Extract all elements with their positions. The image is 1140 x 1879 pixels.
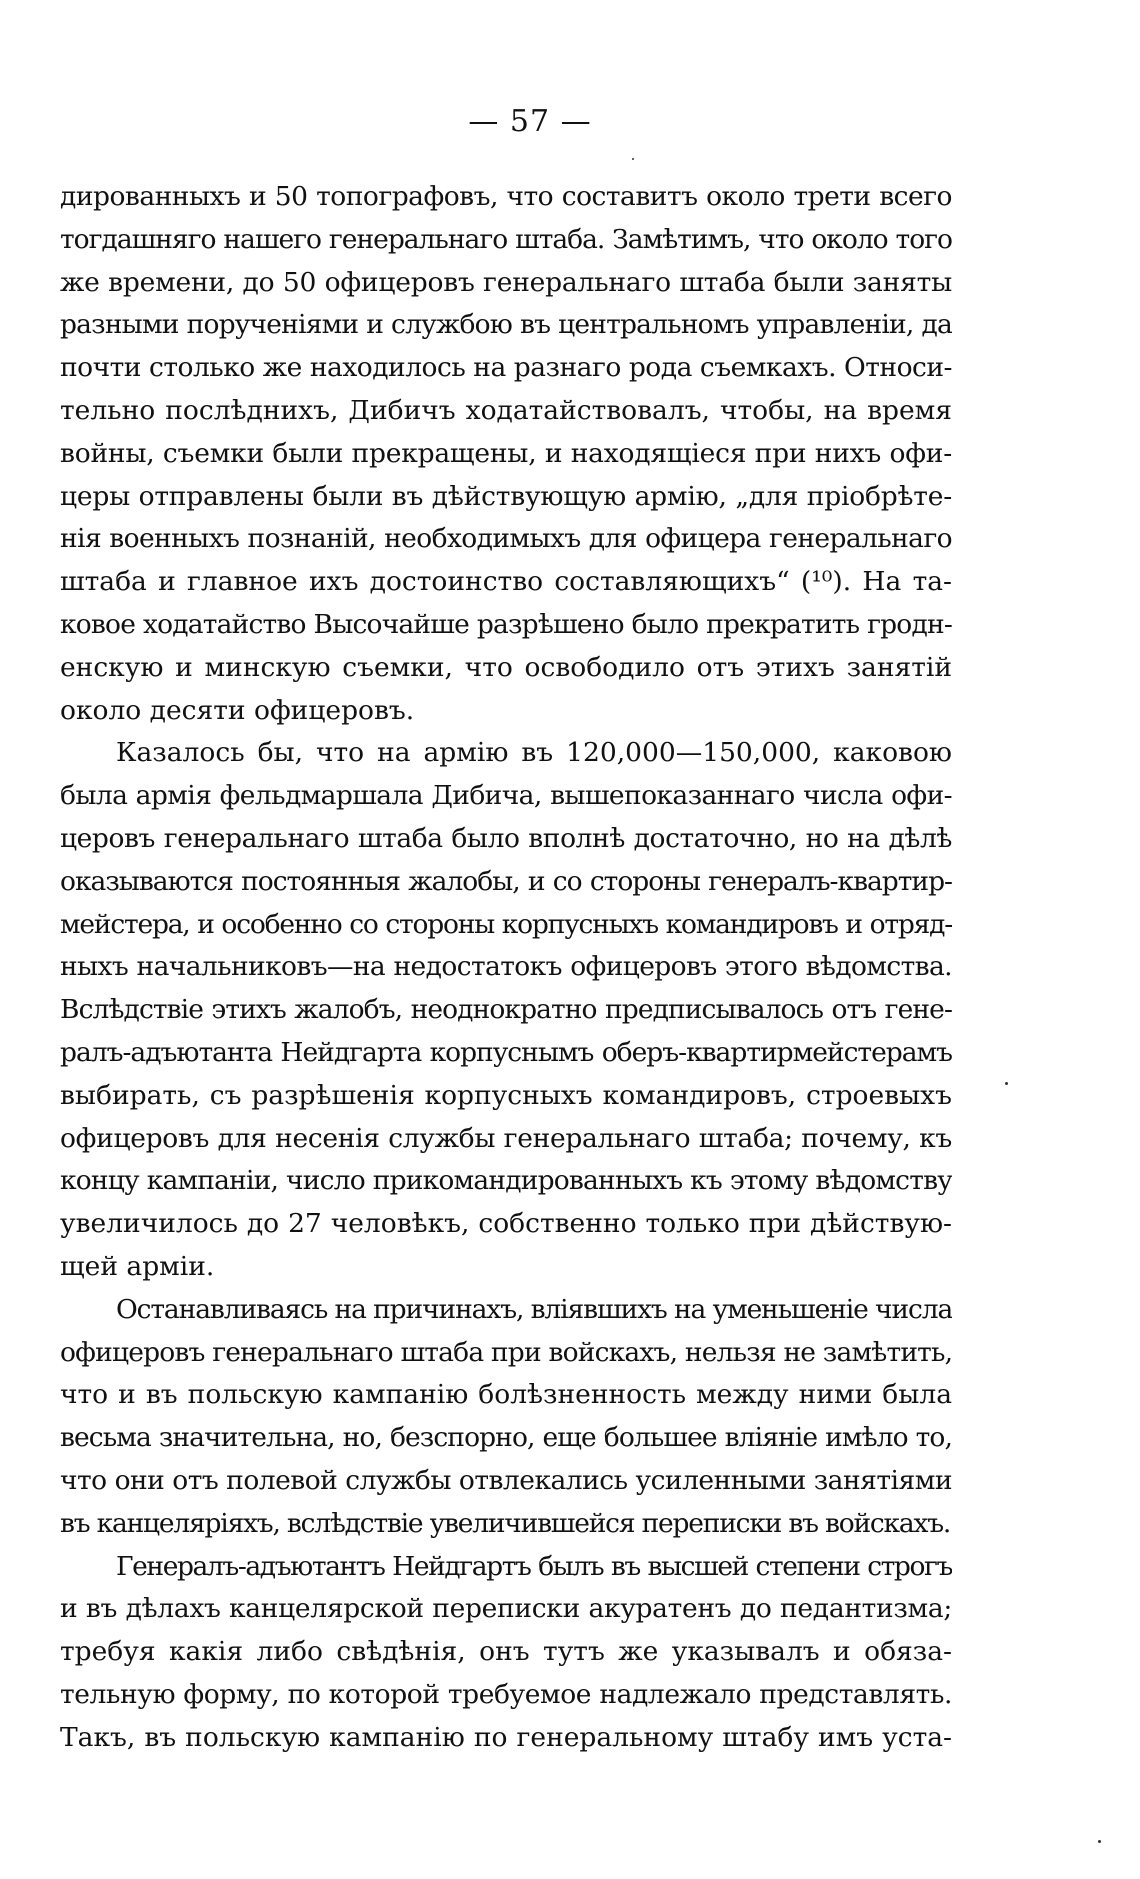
text-line: концу кампаніи, число прикомандированныхъ къ этому вѣдомству: [60, 1165, 952, 1197]
text-line: ралъ-адъютанта Нейдгарта корпуснымъ оберъ-квартирмейстерамъ: [60, 1036, 952, 1068]
text-line: весьма значительна, но, безспорно, еще большее вліяніе имѣло то,: [60, 1422, 952, 1454]
text-line: Останавливаясь на причинахъ, вліявшихъ на уменьшеніе числа: [116, 1293, 952, 1325]
text-line: ныхъ начальниковъ—на недостатокъ офицеровъ этого вѣдомства.: [60, 951, 952, 983]
text-line: увеличилось до 27 человѣкъ, собственно только при дѣйствую-: [60, 1208, 952, 1240]
print-speck: [1098, 1840, 1101, 1843]
text-line: войны, съемки были прекращены, и находящіеся при нихъ офи-: [60, 437, 952, 469]
text-line: офицеровъ генеральнаго штаба при войскахъ, нельзя не замѣтить,: [60, 1336, 952, 1368]
text-line: выбирать, съ разрѣшенія корпусныхъ командировъ, строевыхъ: [60, 1079, 952, 1111]
text-line: щей арміи.: [60, 1250, 215, 1282]
text-line: офицеровъ для несенія службы генеральнаго штаба; почему, къ: [60, 1122, 952, 1154]
text-line: енскую и минскую съемки, что освободило отъ этихъ занятій: [60, 651, 952, 683]
body-text: [60, 176, 952, 1759]
text-line: около десяти офицеровъ.: [60, 694, 415, 726]
text-line: тогдашняго нашего генеральнаго штаба. Замѣтимъ, что около того: [60, 223, 952, 255]
text-line: была армія фельдмаршала Дибича, вышепоказаннаго числа офи-: [60, 780, 952, 812]
text-line: же времени, до 50 офицеровъ генеральнаго штаба были заняты: [60, 266, 952, 298]
text-line: въ канцеляріяхъ, вслѣдствіе увеличившейся переписки въ войскахъ.: [60, 1507, 951, 1539]
text-line: что и въ польскую кампанію болѣзненность между ними была: [60, 1379, 952, 1411]
text-line: штаба и главное ихъ достоинство составляющихъ“ (¹⁰). На та-: [60, 566, 952, 598]
text-line: оказываются постоянныя жалобы, и со стороны генералъ-квартир-: [60, 865, 952, 897]
text-line: тельную форму, по которой требуемое надлежало представлять.: [60, 1678, 952, 1710]
text-line: нія военныхъ познаній, необходимыхъ для офицера генеральнаго: [60, 523, 952, 555]
text-line: разными порученіями и службою въ центральномъ управленіи, да: [60, 309, 952, 341]
text-line: и въ дѣлахъ канцелярской переписки акуратенъ до педантизма;: [60, 1593, 952, 1625]
page-number: — 57 —: [468, 104, 592, 139]
text-line: требуя какія либо свѣдѣнія, онъ тутъ же указывалъ и обяза-: [60, 1636, 952, 1668]
text-line: церовъ генеральнаго штаба было вполнѣ достаточно, но на дѣлѣ: [60, 822, 952, 854]
print-speck: [1005, 1082, 1008, 1085]
text-line: тельно послѣднихъ, Дибичъ ходатайствовалъ, чтобы, на время: [60, 394, 952, 426]
text-line: Генералъ-адъютантъ Нейдгартъ былъ въ высшей степени строгъ: [116, 1550, 952, 1582]
text-line: ковое ходатайство Высочайше разрѣшено было прекратить гродн-: [60, 608, 952, 640]
text-line: Такъ, въ польскую кампанію по генеральному штабу имъ уста-: [60, 1721, 952, 1753]
text-line: почти столько же находилось на разнаго рода съемкахъ. Относи-: [60, 352, 952, 384]
text-line: что они отъ полевой службы отвлекались усиленными занятіями: [60, 1464, 952, 1496]
text-line: дированныхъ и 50 топографовъ, что составитъ около трети всего: [60, 181, 952, 212]
text-line: Вслѣдствіе этихъ жалобъ, неоднократно предписывалось отъ гене-: [60, 994, 952, 1026]
text-line: церы отправлены были въ дѣйствующую армію, „для пріобрѣте-: [60, 480, 952, 512]
text-line: Казалось бы, что на армію въ 120,000—150,000, каковою: [116, 737, 952, 769]
print-speck: [632, 158, 634, 160]
text-line: мейстера, и особенно со стороны корпусныхъ командировъ и отряд-: [60, 908, 952, 940]
